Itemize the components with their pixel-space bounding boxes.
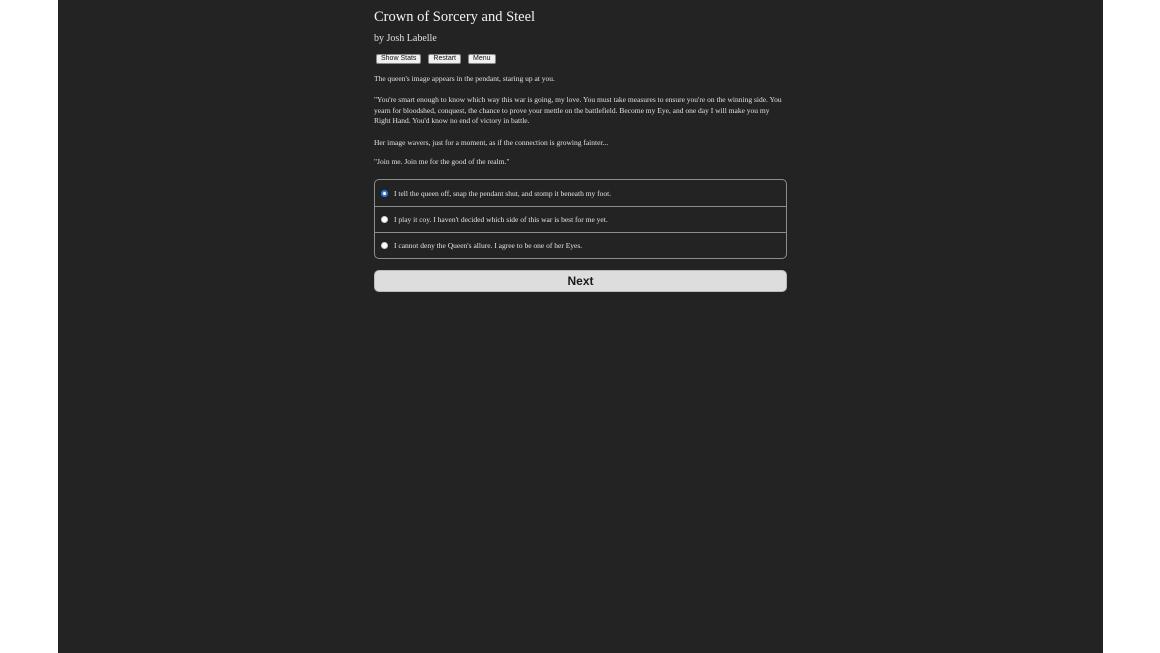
choice-label: I tell the queen off, snap the pendant shut, and stomp it beneath my foot. [394, 188, 612, 198]
choice-option-1[interactable] [375, 180, 786, 206]
story-paragraph: "You're smart enough to know which way this war is going, my love. You must take measures to ensure you're on the winning side. You yearn for bloodshed, conquest, the chance to prove your mettle on the battlefield. Become my Eye, and one day I will make you my Right Hand. You'd know no end of victory in battle. [374, 95, 782, 125]
radio-unselected-icon[interactable] [381, 216, 388, 223]
next-button[interactable]: Next [374, 270, 787, 292]
radio-selected-icon[interactable] [381, 190, 388, 197]
choice-label: I cannot deny the Queen's allure. I agree to be one of her Eyes. [394, 241, 583, 250]
author-byline: by Josh Labelle [374, 33, 437, 44]
story-paragraph: Her image wavers, just for a moment, as if the connection is growing fainter... [374, 138, 609, 147]
story-paragraph: The queen's image appears in the pendant, staring up at you. [374, 74, 555, 83]
story-paragraph: "Join me. Join me for the good of the realm." [374, 157, 510, 166]
choice-option-2[interactable] [375, 206, 786, 232]
choice-option-3[interactable] [375, 232, 786, 258]
restart-button[interactable]: Restart [428, 54, 461, 64]
radio-unselected-icon[interactable] [381, 242, 388, 249]
game-title: Crown of Sorcery and Steel [374, 9, 536, 25]
choice-label: I play it coy. I haven't decided which side of this war is best for me yet. [394, 215, 608, 224]
toolbar [376, 54, 496, 64]
choice-list [374, 179, 787, 259]
game-frame [58, 0, 1103, 653]
show-stats-button[interactable]: Show Stats [376, 54, 421, 64]
menu-button[interactable]: Menu [468, 54, 496, 64]
